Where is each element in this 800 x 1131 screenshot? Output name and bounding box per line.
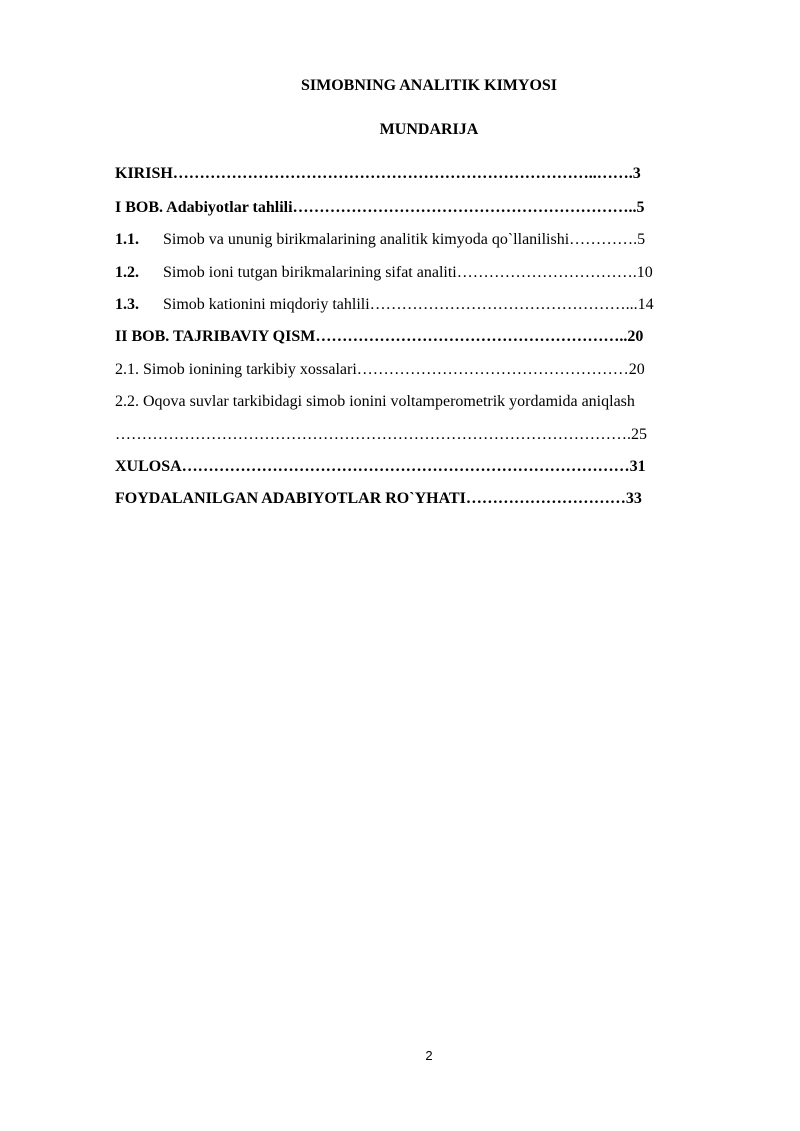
toc-entry-bob-2: II BOB. TAJRIBAVIY QISM…………………………………………………..20	[115, 328, 644, 345]
section-number: 1.3.	[115, 296, 139, 313]
section-number: 1.1.	[115, 231, 139, 248]
toc-entry-xulosa: XULOSA…………………………………………………………………………31	[115, 458, 646, 475]
toc-entry-1-3	[115, 295, 740, 315]
page-number: 2	[425, 1048, 433, 1063]
toc-entry-2-2-line2: …………………………………………………………………………………….25	[115, 426, 647, 443]
toc-entry-2-1: 2.1. Simob ionining tarkibiy xossalari……………………………………………20	[115, 361, 645, 378]
toc-entry-1-2	[115, 263, 740, 283]
section-title: Simob kationini miqdoriy tahlili…………………………………………...14	[163, 296, 654, 313]
section-title: Simob ioni tutgan birikmalarining sifat analiti…………………………….10	[163, 264, 653, 281]
toc-entry-foydalanilgan: FOYDALANILGAN ADABIYOTLAR RO`YHATI…………………………33	[115, 490, 642, 507]
toc-entry-1-1	[115, 230, 740, 250]
section-title: Simob va ununig birikmalarining analitik kimyoda qo`llanilishi………….5	[163, 231, 646, 248]
toc-heading: MUNDARIJA	[379, 121, 479, 138]
section-number: 1.2.	[115, 264, 139, 281]
toc-entry-kirish: KIRISH……………………………………………………………………..…….3	[115, 165, 641, 182]
toc-entry-2-2-line1: 2.2. Oqova suvlar tarkibidagi simob ionini voltamperometrik yordamida aniqlash	[115, 393, 635, 410]
toc-entry-bob-1: I BOB. Adabiyotlar tahlili………………………………………………………..5	[115, 199, 645, 216]
page-title: SIMOBNING ANALITIK KIMYOSI	[300, 77, 558, 94]
